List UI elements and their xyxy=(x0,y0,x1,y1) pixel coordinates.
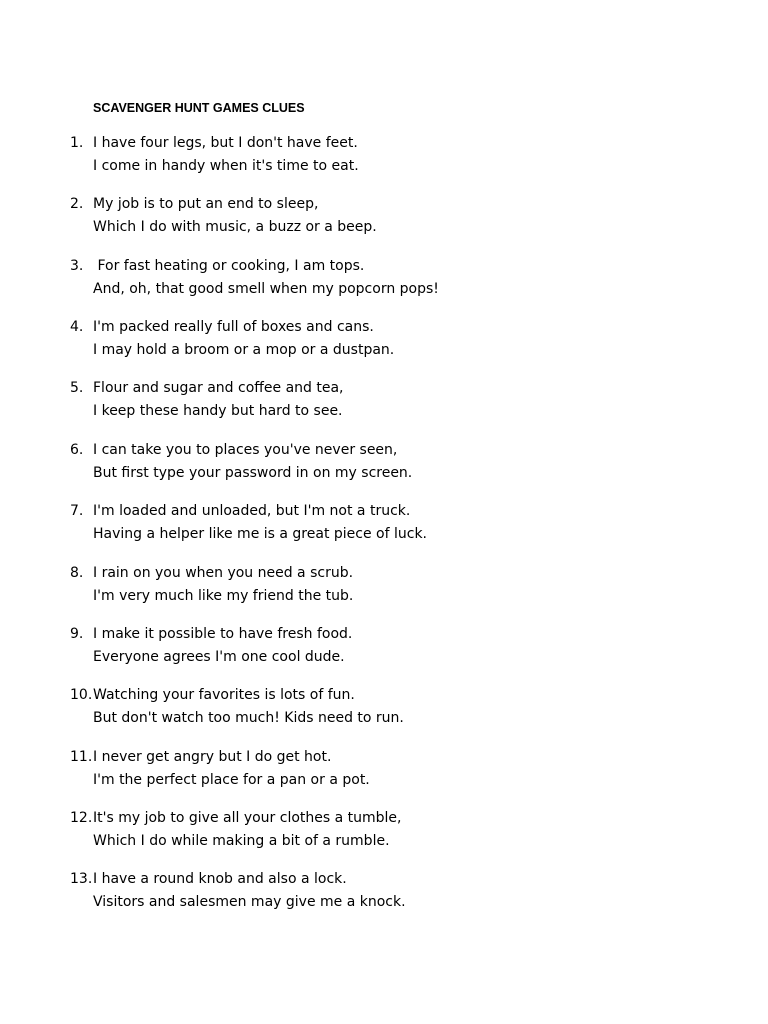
clue-number: 11. xyxy=(70,749,93,765)
clue-item xyxy=(70,500,690,546)
clue-line: I rain on you when you need a scrub. xyxy=(93,565,354,581)
clue-number: 4. xyxy=(70,319,84,335)
clue-line: Which I do with music, a buzz or a beep. xyxy=(93,219,377,235)
clue-item xyxy=(70,746,690,792)
clue-item xyxy=(70,439,690,485)
clue-line: Flour and sugar and coffee and tea, xyxy=(93,380,344,396)
clue-line: I'm very much like my friend the tub. xyxy=(93,588,354,604)
clue-item xyxy=(70,623,690,669)
clue-item xyxy=(70,316,690,362)
clue-item xyxy=(70,377,690,423)
clue-item xyxy=(70,807,690,853)
clue-item xyxy=(70,132,690,178)
clue-item xyxy=(70,193,690,239)
clue-line: I keep these handy but hard to see. xyxy=(93,403,343,419)
clue-line: Having a helper like me is a great piece of luck. xyxy=(93,526,427,542)
clue-line: I come in handy when it's time to eat. xyxy=(93,158,359,174)
clue-text xyxy=(93,377,690,423)
clue-text xyxy=(93,684,690,730)
clue-line: Visitors and salesmen may give me a knock. xyxy=(93,894,406,910)
clue-line: I'm the perfect place for a pan or a pot. xyxy=(93,772,370,788)
clue-number: 12. xyxy=(70,810,93,826)
clue-number: 2. xyxy=(70,196,84,212)
clue-text xyxy=(93,255,690,301)
clue-text xyxy=(93,132,690,178)
clue-line: I can take you to places you've never seen, xyxy=(93,442,398,458)
clue-text xyxy=(93,562,690,608)
clue-number: 7. xyxy=(70,503,84,519)
clue-line: I never get angry but I do get hot. xyxy=(93,749,332,765)
clue-number: 9. xyxy=(70,626,84,642)
clue-line: My job is to put an end to sleep, xyxy=(93,196,319,212)
clue-line: I may hold a broom or a mop or a dustpan. xyxy=(93,342,395,358)
clue-text xyxy=(93,746,690,792)
clue-line: Which I do while making a bit of a rumble. xyxy=(93,833,390,849)
clue-line: I have a round knob and also a lock. xyxy=(93,871,347,887)
clue-line: For fast heating or cooking, I am tops. xyxy=(93,258,365,274)
clue-line: But don't watch too much! Kids need to run. xyxy=(93,710,404,726)
clue-number: 5. xyxy=(70,380,84,396)
clue-number: 3. xyxy=(70,258,84,274)
clue-line: But first type your password in on my screen. xyxy=(93,465,413,481)
clue-item xyxy=(70,868,690,914)
clue-line: I'm packed really full of boxes and cans. xyxy=(93,319,374,335)
clue-item xyxy=(70,255,690,301)
clue-line: I make it possible to have fresh food. xyxy=(93,626,353,642)
clue-number: 6. xyxy=(70,442,84,458)
clue-text xyxy=(93,807,690,853)
clue-line: Watching your favorites is lots of fun. xyxy=(93,687,355,703)
clue-number: 10. xyxy=(70,687,93,703)
clue-text xyxy=(93,500,690,546)
clue-line: I'm loaded and unloaded, but I'm not a truck. xyxy=(93,503,411,519)
clue-number: 8. xyxy=(70,565,84,581)
clue-line: Everyone agrees I'm one cool dude. xyxy=(93,649,345,665)
clue-item xyxy=(70,684,690,730)
clue-number: 1. xyxy=(70,135,84,151)
clue-line: It's my job to give all your clothes a tumble, xyxy=(93,810,402,826)
clue-number: 13. xyxy=(70,871,93,887)
clue-text xyxy=(93,868,690,914)
clue-line: And, oh, that good smell when my popcorn pops! xyxy=(93,281,439,297)
clue-item xyxy=(70,562,690,608)
clue-text xyxy=(93,193,690,239)
clue-line: I have four legs, but I don't have feet. xyxy=(93,135,358,151)
clue-text xyxy=(93,316,690,362)
clue-text xyxy=(93,439,690,485)
document-title: SCAVENGER HUNT GAMES CLUES xyxy=(93,101,305,115)
clue-text xyxy=(93,623,690,669)
